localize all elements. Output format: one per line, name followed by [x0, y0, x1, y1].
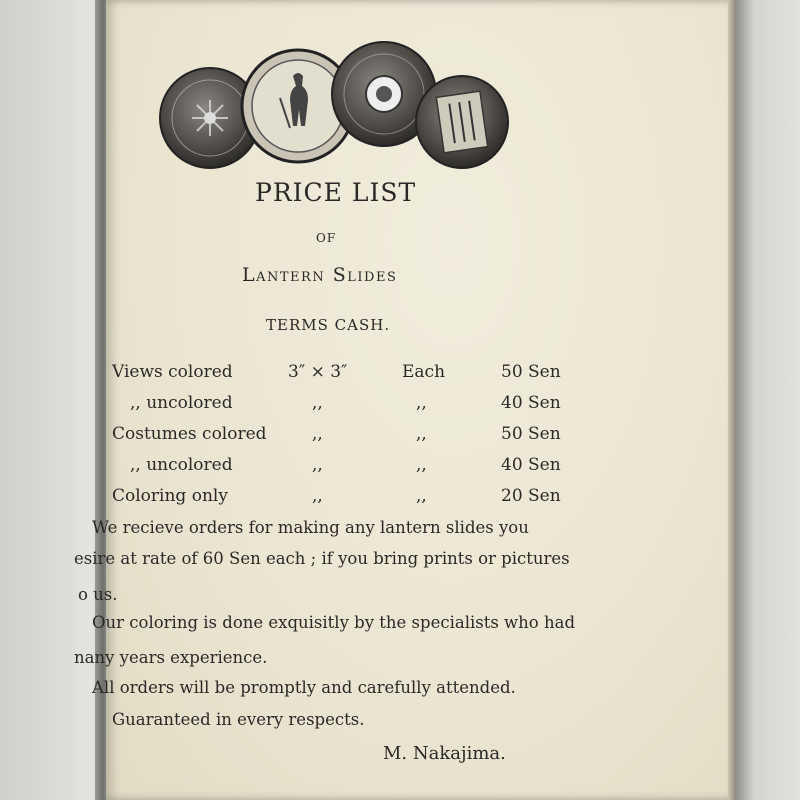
page-title: PRICE LIST: [255, 178, 417, 207]
paragraph-line: We recieve orders for making any lantern slides you: [92, 518, 529, 537]
row-size: ,,: [312, 486, 323, 506]
row-unit: ,,: [416, 424, 427, 444]
row-price: 50 Sen: [501, 362, 561, 382]
row-item: Views colored: [112, 362, 233, 382]
paragraph-line: o us.: [78, 585, 118, 604]
paragraph-line: All orders will be promptly and carefully attended.: [92, 678, 516, 697]
row-price: 40 Sen: [501, 393, 561, 413]
page-subtitle: Lantern Slides: [242, 264, 398, 286]
paragraph-line: Our coloring is done exquisitly by the specialists who had: [92, 613, 576, 632]
title-connector: OF: [316, 231, 337, 245]
row-unit: Each: [402, 362, 446, 382]
row-item: Costumes colored: [112, 424, 267, 444]
row-unit: ,,: [416, 455, 427, 475]
price-row: [0, 486, 800, 516]
row-price: 50 Sen: [501, 424, 561, 444]
paragraph-line: nany years experience.: [74, 648, 268, 667]
signature: M. Nakajima.: [383, 743, 506, 764]
price-row: [0, 424, 800, 454]
row-size: ,,: [312, 393, 323, 413]
paragraph-line: esire at rate of 60 Sen each ; if you bring prints or pictures: [74, 549, 570, 568]
row-item: ,, uncolored: [130, 393, 233, 413]
medal-inscription-icon: [416, 76, 508, 168]
terms-heading: TERMS CASH.: [266, 316, 391, 334]
price-row: [0, 455, 800, 485]
medals-illustration: [158, 38, 510, 178]
price-row: [0, 362, 800, 392]
row-unit: ,,: [416, 486, 427, 506]
row-item: Coloring only: [112, 486, 228, 506]
paragraph-line: Guaranteed in every respects.: [112, 710, 365, 729]
row-size: ,,: [312, 424, 323, 444]
row-price: 20 Sen: [501, 486, 561, 506]
row-item: ,, uncolored: [130, 455, 233, 475]
row-unit: ,,: [416, 393, 427, 413]
row-size: ,,: [312, 455, 323, 475]
row-price: 40 Sen: [501, 455, 561, 475]
price-row: [0, 393, 800, 423]
row-size: 3″ × 3″: [288, 362, 348, 382]
